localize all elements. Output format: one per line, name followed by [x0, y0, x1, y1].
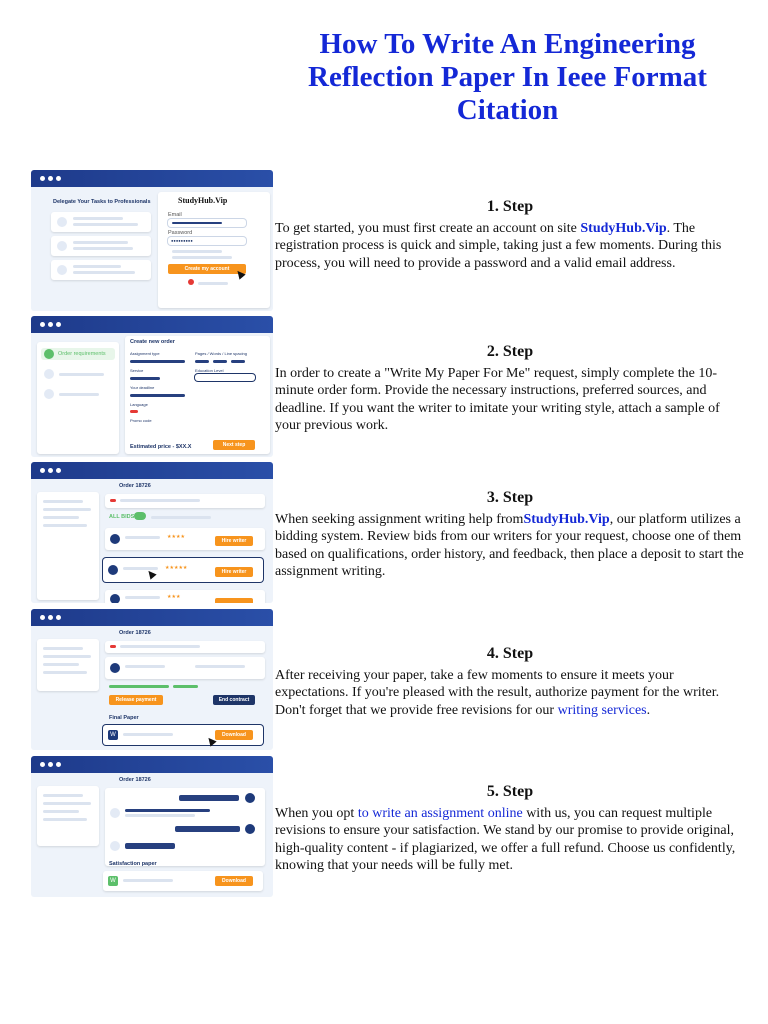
- step-text: After receiving your paper, take a few moments to ensure it meets your expectations. If you're pleased with the result, authorize payment for the writer. Don't forget that we provide free revisions for our writing services.: [275, 668, 720, 718]
- window-bar: [31, 170, 273, 187]
- step-text: When you opt to write an assignment online with us, you can request multiple revisions to ensure your satisfaction. We stand by our promise to provide original, high-quality content - if plagiarized, we offer a full refund. Choose us confidently, knowing that your needs will be fully met.: [275, 806, 736, 874]
- rating-stars-icon: ★★★: [167, 594, 181, 600]
- step-3: [275, 489, 745, 581]
- all-bids-badge[interactable]: ALL BIDS: [109, 514, 135, 520]
- step-heading: 2. Step: [486, 343, 534, 360]
- create-order-heading: Create new order: [130, 339, 175, 345]
- deadline-label: Your deadline: [130, 385, 155, 390]
- language-label: Language: [130, 402, 148, 407]
- order-heading: Order 18726: [119, 630, 151, 636]
- hire-writer-button[interactable]: Hire writer: [215, 567, 253, 577]
- studyhub-link[interactable]: StudyHub.Vip: [580, 221, 667, 236]
- studyhub-link[interactable]: StudyHub.Vip: [523, 512, 610, 527]
- step-text: To get started, you must first create an account on site StudyHub.Vip. The registration process is quick and simple, taking just a few moments. During this process, you will need to provide a password and a valid email address.: [275, 221, 722, 271]
- email-field[interactable]: [168, 219, 246, 227]
- step-heading: 3. Step: [486, 489, 534, 506]
- step-2: [275, 343, 745, 435]
- final-paper-label: Final Paper: [109, 715, 139, 721]
- step-1: [275, 198, 745, 272]
- step-text: When seeking assignment writing help fromStudyHub.Vip, our platform utilizes a bidding system. Review bids from our writers for your request, choose one of them based on qualifications, order history, and feedback, then place a deposit to start the assignment writing.: [275, 512, 744, 580]
- write-assignment-link[interactable]: to write an assignment online: [357, 806, 523, 821]
- google-icon[interactable]: [188, 279, 194, 285]
- chat-panel: [105, 788, 265, 866]
- order-heading: Order 18726: [119, 777, 151, 783]
- window-bar: [31, 462, 273, 479]
- signup-form: [158, 192, 270, 308]
- brand-logo: StudyHub.Vip: [178, 196, 228, 205]
- assignment-type-label: Assignment type: [130, 351, 160, 356]
- order-sidebar: [37, 639, 99, 691]
- education-level-field[interactable]: [195, 374, 255, 381]
- bid-row-selected: [103, 558, 263, 582]
- window-bar: [31, 609, 273, 626]
- rating-stars-icon: ★★★★: [167, 534, 185, 540]
- delegate-heading: Delegate Your Tasks to Professionals: [53, 199, 151, 205]
- word-file-icon: W: [108, 730, 118, 740]
- release-payment-button[interactable]: Release payment: [109, 695, 163, 705]
- satisfaction-paper-file: [103, 871, 263, 891]
- service-label: Service: [130, 368, 144, 373]
- hire-writer-button[interactable]: [215, 598, 253, 603]
- step-heading: 4. Step: [486, 645, 534, 662]
- order-sidebar: [37, 786, 99, 846]
- order-form-screenshot: [31, 316, 273, 457]
- rating-stars-icon: ★★★★★: [165, 565, 188, 571]
- download-button[interactable]: Download: [215, 876, 253, 886]
- bid-row: [105, 590, 265, 603]
- window-bar: [31, 316, 273, 333]
- step-text: In order to create a "Write My Paper For Me" request, simply complete the 10-minute order form. Provide the necessary instructions, preferred sources, and deadline. If you want the writer to imitate your writing style, attach a sample of your previous work.: [275, 366, 720, 434]
- end-contract-button[interactable]: End contract: [213, 695, 255, 705]
- bidding-screenshot: [31, 462, 273, 603]
- pages-label: Pages / Words / Line spacing: [195, 351, 247, 356]
- next-step-button[interactable]: Next step: [213, 440, 255, 450]
- final-paper-file: [103, 725, 263, 745]
- order-steps-panel: [37, 342, 119, 454]
- step-heading: 5. Step: [486, 783, 534, 800]
- step-4: [275, 645, 745, 719]
- create-account-button[interactable]: Create my account: [168, 264, 246, 274]
- order-requirements-item[interactable]: Order requirements: [58, 351, 106, 357]
- registration-screenshot: [31, 170, 273, 311]
- education-level-label: Education Level: [195, 368, 224, 373]
- hire-writer-button[interactable]: Hire writer: [215, 536, 253, 546]
- email-label: Email: [168, 212, 182, 218]
- order-heading: Order 18726: [119, 483, 151, 489]
- promo-code-label: Promo code: [130, 418, 152, 423]
- revisions-screenshot: [31, 756, 273, 897]
- step-heading: 1. Step: [486, 198, 534, 215]
- password-field[interactable]: ●●●●●●●●●: [168, 237, 246, 245]
- estimated-price: Estimated price - $XX.X: [130, 444, 192, 450]
- bid-row: [105, 528, 265, 550]
- window-bar: [31, 756, 273, 773]
- cursor-icon: [145, 568, 156, 579]
- step-5: [275, 783, 745, 875]
- payment-screenshot: [31, 609, 273, 750]
- writing-services-link[interactable]: writing services: [557, 702, 647, 718]
- download-button[interactable]: Download: [215, 730, 253, 740]
- order-sidebar: [37, 492, 99, 600]
- word-file-icon: W: [108, 876, 118, 886]
- password-label: Password: [168, 230, 193, 236]
- satisfaction-paper-label: Satisfaction paper: [109, 861, 157, 867]
- page-title: How To Write An Engineering Reflection Paper In Ieee Format Citation: [308, 28, 707, 126]
- create-order-form: [125, 336, 270, 454]
